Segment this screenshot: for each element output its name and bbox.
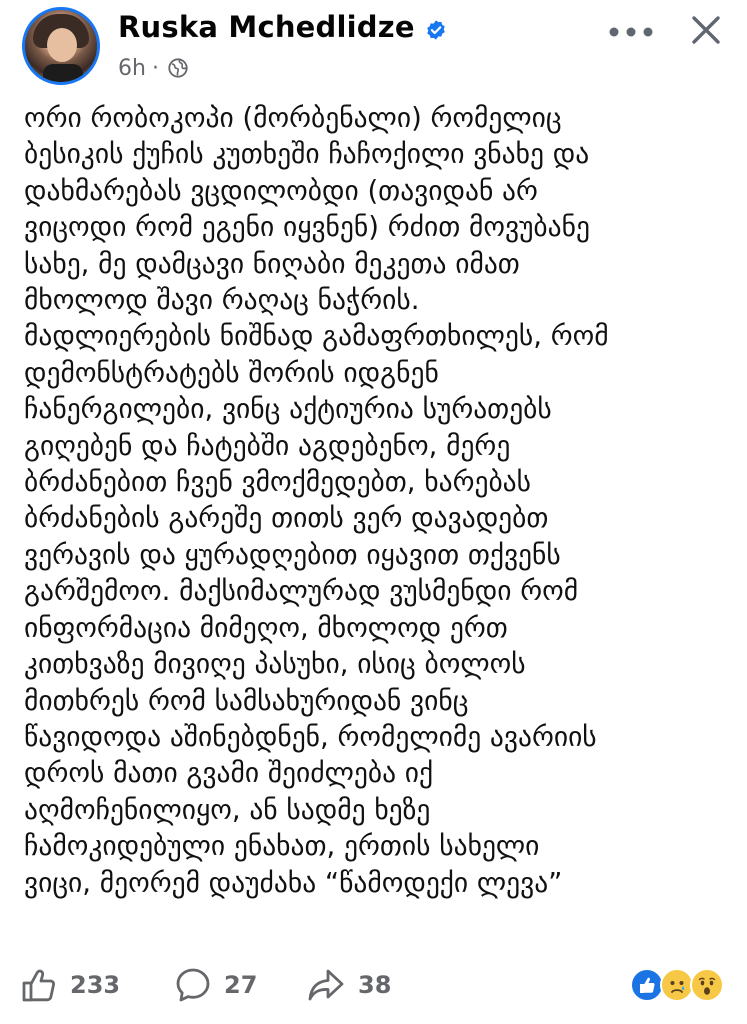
reaction-summary[interactable] (630, 968, 726, 1004)
post-text-line: დემონსტრატებს შორის იდგნენ (24, 356, 439, 389)
more-dots-icon (608, 26, 654, 38)
post-text-line: ბესიკის ქუჩის კუთხეში ჩაჩოქილი ვნახე და (24, 138, 590, 171)
comment-count: 27 (224, 971, 258, 999)
comment-button[interactable] (174, 964, 257, 1006)
wow-reaction-icon (690, 968, 724, 1002)
globe-icon[interactable] (167, 57, 189, 79)
share-count: 38 (358, 971, 392, 999)
post-text-line: ვიცოდი რომ ეგენი იყვნენ) რძით მოვუბანე (24, 211, 590, 244)
post-text-line: გიღებენ და ჩატებში აგდებენო, მერე (24, 429, 511, 462)
post-text-line: ჩანერგილები, ვინც აქტიურია სურათებს (24, 393, 552, 426)
sad-reaction-icon (660, 968, 694, 1002)
post-text-line: მადლიერების ნიშნად გამაფრთხილეს, რომ (24, 320, 609, 353)
share-icon (306, 966, 346, 1004)
avatar-clothing (43, 64, 83, 84)
like-count: 233 (70, 971, 121, 999)
post-text-line: ორი რობოკოპი (მორბენალი) რომელიც (24, 102, 562, 134)
post-body (24, 100, 734, 901)
post-text-line: მითხრეს რომ სამსახურიდან ვინც (24, 684, 469, 717)
close-icon[interactable] (686, 10, 726, 50)
post-text-line: კითხვაზე მივიღე პასუხი, ისიც ბოლოს (24, 648, 526, 681)
meta-separator: · (151, 55, 159, 81)
post-timestamp[interactable]: 6h (118, 55, 146, 81)
post-text-line: სახე, მე დამცავი ნიღაბი მეკეთა იმათ (24, 247, 520, 280)
post-actions (0, 960, 747, 1010)
like-button[interactable] (20, 964, 120, 1006)
post-text-line: ინფორმაცია მიმეღო, მხოლოდ ერთ (24, 611, 508, 644)
post-text-line: ვერავის და ყურადღებით იყავით თქვენს (24, 538, 561, 571)
post-text-line: ვიცი, მეორემ დაუძახა “წამოდექი ლევა” (24, 866, 563, 899)
thumbs-up-icon (20, 966, 58, 1004)
post-text-line: ბრძანებით ჩვენ ვმოქმედებთ, ხარებას (24, 466, 532, 499)
author-name[interactable]: Ruska Mchedlidze (118, 10, 415, 44)
post-text-line: დროს მათი გვამი შეიძლება იქ (24, 757, 434, 790)
avatar-face (47, 28, 77, 62)
post-text-line: აღმოჩენილიყო, ან სადმე ხეზე (24, 793, 431, 826)
post-text-line: დახმარებას ვცდილობდი (თავიდან არ (24, 174, 538, 207)
more-options-button[interactable] (608, 20, 654, 44)
verified-badge-icon (425, 19, 447, 41)
post-text-line: მხოლოდ შავი რაღაც ნაჭრის. (24, 284, 420, 317)
post-text-line: წავიდოდა აშინებდნენ, რომელიმე ავარიის (24, 720, 597, 753)
comment-icon (174, 966, 212, 1004)
post-text-line: ბრძანების გარეშე თითს ვერ დავადებთ (24, 502, 549, 535)
post-text-line: გარშემოო. მაქსიმალურად ვუსმენდი რომ (24, 575, 579, 608)
share-button[interactable] (306, 964, 391, 1006)
like-reaction-icon (630, 968, 664, 1002)
post-header (0, 0, 747, 96)
post-meta (118, 54, 189, 82)
post-text-line: ჩამოკიდებული ენახათ, ერთის სახელი (24, 830, 540, 863)
avatar[interactable] (22, 7, 100, 85)
